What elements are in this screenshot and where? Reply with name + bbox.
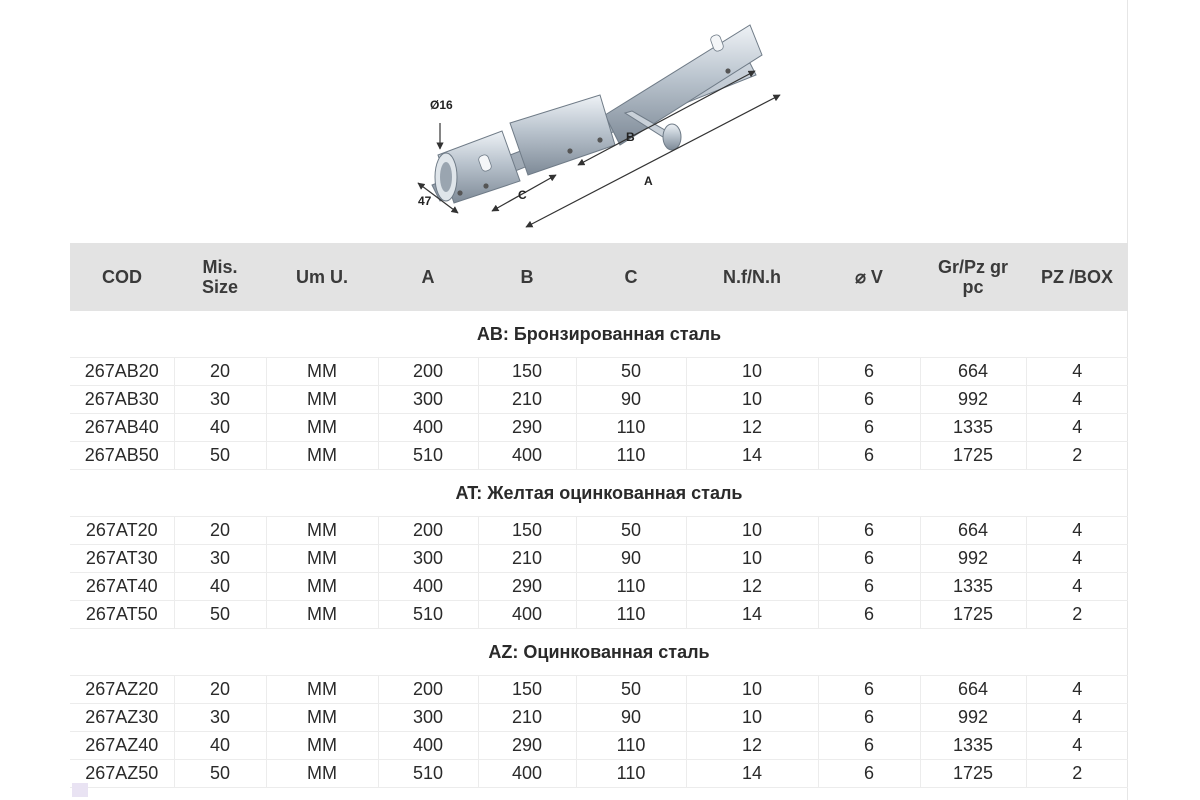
table-cell: 6 (818, 442, 920, 470)
spec-table (70, 243, 1128, 788)
table-cell: 110 (576, 573, 686, 601)
table-row (70, 545, 1128, 573)
table-cell: 267AT30 (70, 545, 174, 573)
bolt-body (432, 25, 762, 203)
column-header: ⌀ V (818, 243, 920, 311)
table-cell: 267AT40 (70, 573, 174, 601)
table-cell: 200 (378, 517, 478, 545)
table-cell: 6 (818, 414, 920, 442)
column-header: B (478, 243, 576, 311)
table-cell: 4 (1026, 386, 1128, 414)
table-cell: 4 (1026, 545, 1128, 573)
table-cell: 2 (1026, 442, 1128, 470)
table-cell: 4 (1026, 676, 1128, 704)
diameter-label: Ø16 (430, 98, 453, 112)
table-cell: 6 (818, 760, 920, 788)
table-cell: MM (266, 386, 378, 414)
dim-a-label: A (644, 174, 653, 188)
table-header-row (70, 243, 1128, 311)
table-cell: 4 (1026, 573, 1128, 601)
column-header: Gr/Pz gr pc (920, 243, 1026, 311)
table-cell: 6 (818, 732, 920, 760)
table-cell: MM (266, 676, 378, 704)
table-cell: 2 (1026, 601, 1128, 629)
table-cell: MM (266, 704, 378, 732)
table-cell: 6 (818, 386, 920, 414)
table-cell: 6 (818, 676, 920, 704)
table-cell: 12 (686, 414, 818, 442)
table-cell: 20 (174, 676, 266, 704)
table-cell: 210 (478, 704, 576, 732)
table-cell: 1725 (920, 601, 1026, 629)
table-cell: 6 (818, 358, 920, 386)
table-cell: 267AB40 (70, 414, 174, 442)
table-row (70, 732, 1128, 760)
table-cell: 110 (576, 732, 686, 760)
table-cell: 267AB50 (70, 442, 174, 470)
table-row (70, 386, 1128, 414)
corner-marker (72, 783, 88, 797)
table-cell: 50 (576, 676, 686, 704)
dim-c-label: C (518, 188, 527, 202)
table-cell: 1725 (920, 760, 1026, 788)
table-cell: 150 (478, 517, 576, 545)
table-cell: 267AT20 (70, 517, 174, 545)
table-cell: 30 (174, 704, 266, 732)
table-cell: 2 (1026, 760, 1128, 788)
table-cell: 510 (378, 760, 478, 788)
table-cell: MM (266, 760, 378, 788)
table-cell: 267AT50 (70, 601, 174, 629)
table-cell: 290 (478, 414, 576, 442)
table-cell: 110 (576, 442, 686, 470)
table-cell: 992 (920, 386, 1026, 414)
table-cell: 10 (686, 358, 818, 386)
table-cell: 50 (576, 517, 686, 545)
table-cell: 30 (174, 545, 266, 573)
column-header: A (378, 243, 478, 311)
table-cell: 110 (576, 601, 686, 629)
table-cell: 300 (378, 704, 478, 732)
table-cell: MM (266, 573, 378, 601)
table-cell: 90 (576, 704, 686, 732)
table-cell: 50 (576, 358, 686, 386)
table-cell: 1335 (920, 414, 1026, 442)
table-cell: 267AZ40 (70, 732, 174, 760)
table-cell: 200 (378, 358, 478, 386)
group-header-row (70, 629, 1128, 676)
column-header: N.f/N.h (686, 243, 818, 311)
table-body (70, 311, 1128, 788)
table-row (70, 573, 1128, 601)
table-row (70, 358, 1128, 386)
table-cell: 510 (378, 442, 478, 470)
table-cell: 400 (378, 573, 478, 601)
table-cell: 267AZ30 (70, 704, 174, 732)
column-header: Mis. Size (174, 243, 266, 311)
table-cell: 6 (818, 573, 920, 601)
table-cell: MM (266, 517, 378, 545)
table-cell: 6 (818, 601, 920, 629)
group-title: AB: Бронзированная сталь (70, 311, 1128, 358)
table-cell: 400 (478, 601, 576, 629)
table-cell: 4 (1026, 704, 1128, 732)
table-cell: MM (266, 545, 378, 573)
dim-b-label: B (626, 130, 635, 144)
table-cell: 267AB20 (70, 358, 174, 386)
table-cell: 10 (686, 545, 818, 573)
table-cell: 400 (378, 732, 478, 760)
width-47-label: 47 (418, 194, 432, 208)
table-cell: 664 (920, 517, 1026, 545)
table-cell: 4 (1026, 732, 1128, 760)
table-cell: 992 (920, 545, 1026, 573)
table-cell: 400 (378, 414, 478, 442)
table-cell: 10 (686, 517, 818, 545)
table-cell: 90 (576, 386, 686, 414)
table-row (70, 601, 1128, 629)
table-cell: 300 (378, 545, 478, 573)
table-cell: 10 (686, 704, 818, 732)
table-cell: MM (266, 358, 378, 386)
column-header: COD (70, 243, 174, 311)
table-cell: 14 (686, 601, 818, 629)
table-cell: 992 (920, 704, 1026, 732)
table-cell: MM (266, 732, 378, 760)
barrel-bolt-drawing (410, 5, 790, 237)
column-header: Um U. (266, 243, 378, 311)
table-cell: 12 (686, 573, 818, 601)
group-header-row (70, 311, 1128, 358)
table-cell: 210 (478, 386, 576, 414)
table-cell: 40 (174, 573, 266, 601)
table-row (70, 414, 1128, 442)
table-cell: 290 (478, 732, 576, 760)
table-row (70, 442, 1128, 470)
table-cell: 40 (174, 732, 266, 760)
table-cell: 210 (478, 545, 576, 573)
table-cell: 664 (920, 676, 1026, 704)
table-cell: 4 (1026, 517, 1128, 545)
table-cell: 10 (686, 386, 818, 414)
table-cell: MM (266, 442, 378, 470)
table-row (70, 676, 1128, 704)
table-cell: 20 (174, 517, 266, 545)
table-cell: 30 (174, 386, 266, 414)
table-cell: 14 (686, 760, 818, 788)
table-row (70, 760, 1128, 788)
column-header: PZ /BOX (1026, 243, 1128, 311)
table-cell: 150 (478, 358, 576, 386)
table-row (70, 704, 1128, 732)
table-cell: 6 (818, 517, 920, 545)
table-cell: 510 (378, 601, 478, 629)
table-cell: 6 (818, 545, 920, 573)
table-cell: 150 (478, 676, 576, 704)
table-cell: 4 (1026, 414, 1128, 442)
group-title: AT: Желтая оцинкованная сталь (70, 470, 1128, 517)
table-cell: 267AZ20 (70, 676, 174, 704)
table-cell: 1725 (920, 442, 1026, 470)
table-cell: 40 (174, 414, 266, 442)
table-cell: 4 (1026, 358, 1128, 386)
table-cell: 110 (576, 414, 686, 442)
table-cell: 50 (174, 760, 266, 788)
table-cell: MM (266, 601, 378, 629)
table-row (70, 517, 1128, 545)
column-header: C (576, 243, 686, 311)
table-cell: 50 (174, 601, 266, 629)
table-cell: 90 (576, 545, 686, 573)
table-cell: 1335 (920, 573, 1026, 601)
table-cell: 267AZ50 (70, 760, 174, 788)
table-cell: 110 (576, 760, 686, 788)
table-cell: 200 (378, 676, 478, 704)
table-cell: 300 (378, 386, 478, 414)
table-cell: MM (266, 414, 378, 442)
table-cell: 14 (686, 442, 818, 470)
table-cell: 10 (686, 676, 818, 704)
table-cell: 267AB30 (70, 386, 174, 414)
table-cell: 664 (920, 358, 1026, 386)
group-title: AZ: Оцинкованная сталь (70, 629, 1128, 676)
group-header-row (70, 470, 1128, 517)
table-cell: 20 (174, 358, 266, 386)
table-cell: 1335 (920, 732, 1026, 760)
table-cell: 6 (818, 704, 920, 732)
table-cell: 50 (174, 442, 266, 470)
table-cell: 12 (686, 732, 818, 760)
table-cell: 400 (478, 442, 576, 470)
table-cell: 400 (478, 760, 576, 788)
table-cell: 290 (478, 573, 576, 601)
